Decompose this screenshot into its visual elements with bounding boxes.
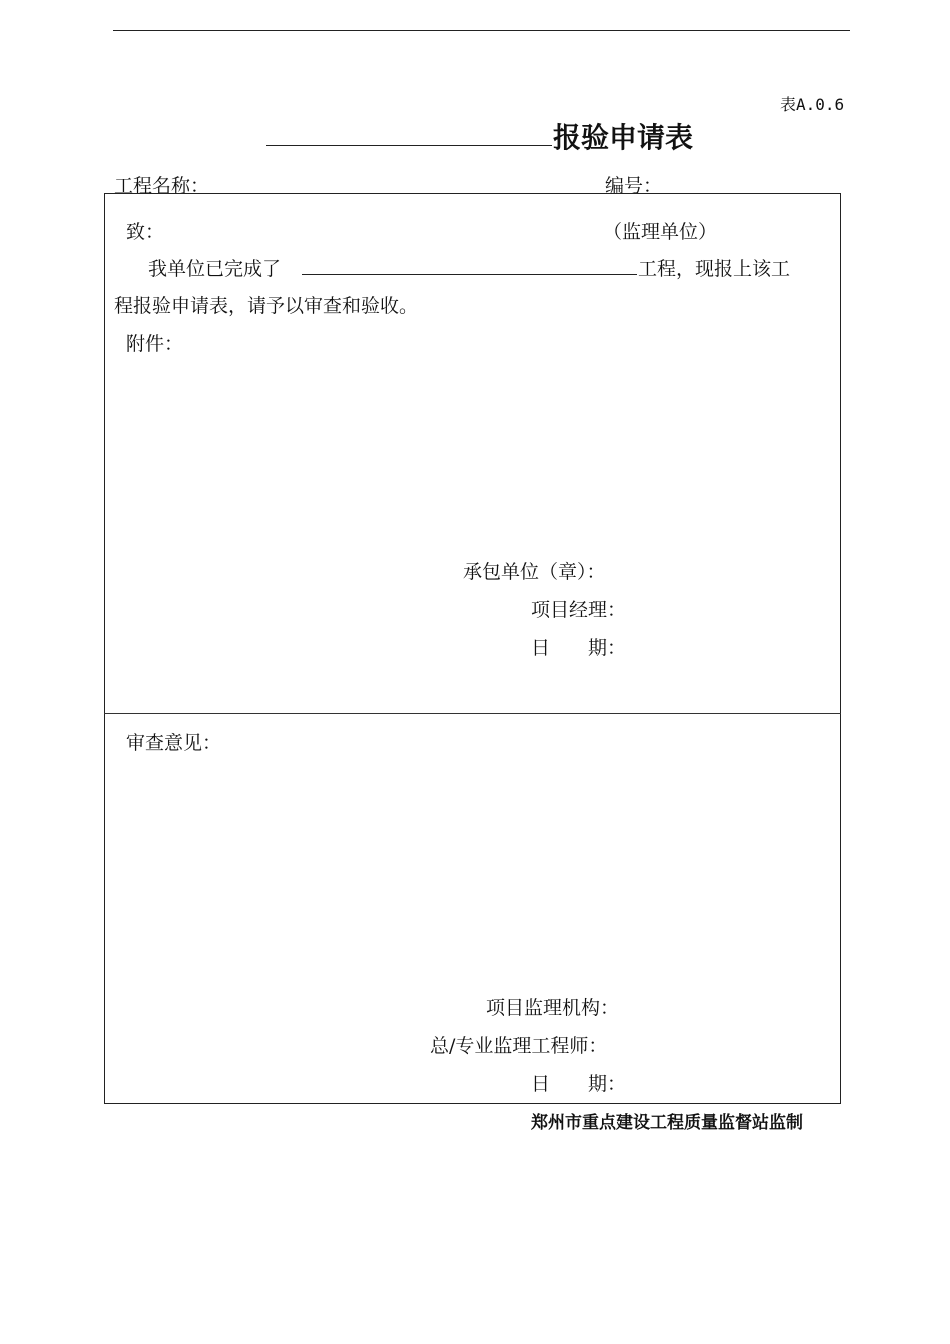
review-opinion-label: 审查意见： [126,732,222,754]
supervisor-unit-label: （监理单位） [603,221,718,243]
contractor-seal-label: 承包单位（章）： [463,561,606,583]
project-manager-label: 项目经理： [531,599,627,621]
body-text-line2: 程报验申请表，请予以审查和验收。 [114,295,419,317]
footer-issuer: 郑州市重点建设工程质量监督站监制 [531,1113,803,1133]
page-title: 报验申请表 [553,121,694,154]
body-text-part1: 我单位已完成了 [148,258,282,280]
section-divider [104,713,841,714]
date-label-2: 日 期： [531,1073,627,1095]
to-label: 致： [126,221,165,243]
form-number: 表A.0.6 [780,95,845,114]
body-text-part2: 工程，现报上该工 [638,258,791,280]
date-label-1: 日 期： [531,637,627,659]
supervising-engineer-label: 总/专业监理工程师： [430,1035,608,1057]
title-blank-line [266,145,552,146]
work-name-blank-line [302,274,637,275]
form-table [104,193,841,1104]
serial-no-label: 编号： [605,175,663,197]
project-name-label: 工程名称： [114,175,210,197]
top-rule [113,30,850,31]
attachments-label: 附件： [126,333,184,355]
supervision-org-label: 项目监理机构： [486,997,620,1019]
